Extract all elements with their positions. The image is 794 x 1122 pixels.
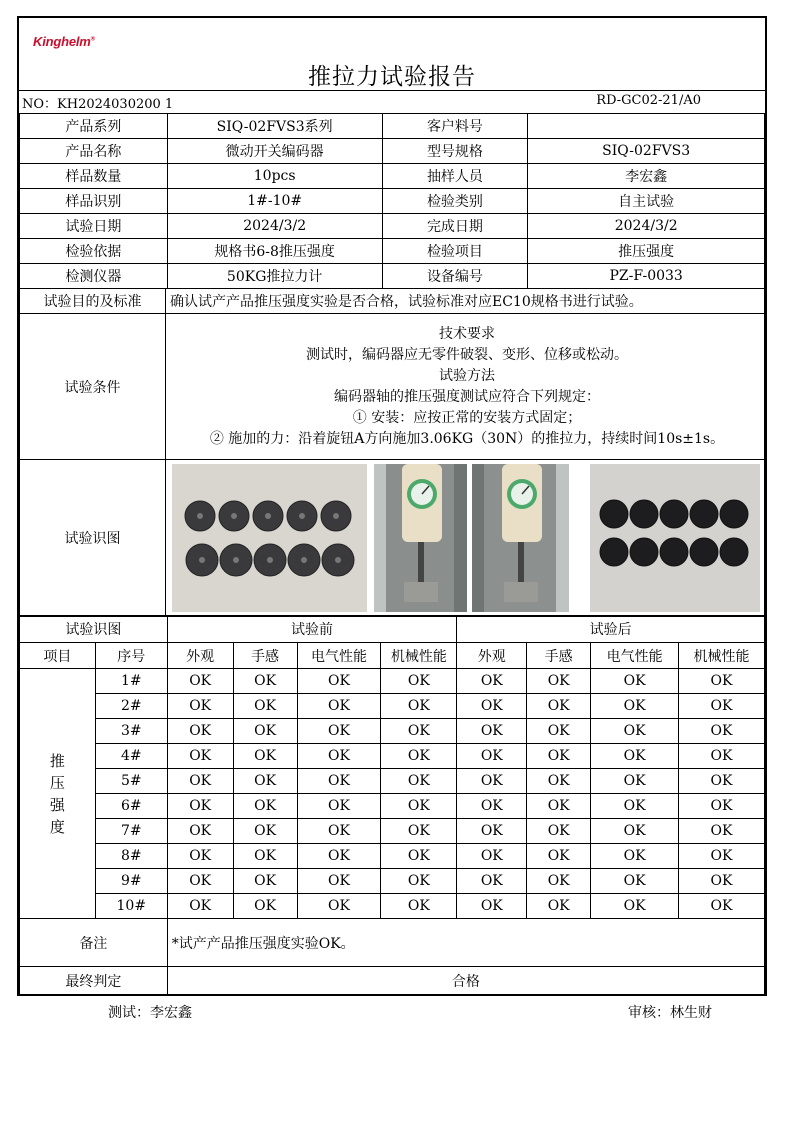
result-cell: OK <box>381 694 457 719</box>
result-cell: OK <box>297 844 381 869</box>
info-row <box>20 164 765 189</box>
info-row <box>20 189 765 214</box>
result-cell: OK <box>297 769 381 794</box>
result-cell: OK <box>679 894 765 919</box>
result-cell: OK <box>381 669 457 694</box>
verdict-label: 最终判定 <box>20 967 168 995</box>
gauge-photo-2 <box>472 464 569 612</box>
result-cell: OK <box>233 794 297 819</box>
info-value: 李宏鑫 <box>528 164 765 189</box>
result-cell: OK <box>457 869 527 894</box>
result-cell: OK <box>527 669 591 694</box>
info-value: 推压强度 <box>528 239 765 264</box>
result-cell: OK <box>233 719 297 744</box>
result-cell: OK <box>679 819 765 844</box>
result-cell: OK <box>297 719 381 744</box>
info-value: 50KG推拉力计 <box>167 264 382 289</box>
knobs-after-photo <box>590 464 760 612</box>
seq-cell: 1# <box>95 669 167 694</box>
result-cell: OK <box>167 694 233 719</box>
condition-line: 测试时，编码器应无零件破裂、变形、位移或松动。 <box>306 346 628 363</box>
info-label: 客户料号 <box>382 114 528 139</box>
result-cell: OK <box>527 869 591 894</box>
result-cell: OK <box>457 794 527 819</box>
condition-line: ② 施加的力：沿着旋钮A方向施加3.06KG（30N）的推拉力，持续时间10s±1s。 <box>209 430 725 447</box>
item-name-text: 推压强度 <box>49 751 65 836</box>
knobs-after-image <box>590 464 760 612</box>
company-logo: Kinghelm® <box>33 34 95 49</box>
result-cell: OK <box>457 744 527 769</box>
col-header: 机械性能 <box>679 643 765 669</box>
result-cell: OK <box>591 794 679 819</box>
gauge-photo-1 <box>374 464 467 612</box>
tester-signature: 测试：李宏鑫 <box>108 1005 192 1021</box>
divider <box>19 90 765 91</box>
result-cell: OK <box>457 894 527 919</box>
results-group-label: 试验识图 <box>20 616 168 643</box>
result-cell: OK <box>457 769 527 794</box>
result-cell: OK <box>457 669 527 694</box>
info-label: 检验依据 <box>20 239 168 264</box>
info-label: 样品识别 <box>20 189 168 214</box>
info-value: 2024/3/2 <box>167 214 382 239</box>
info-label: 型号规格 <box>382 139 528 164</box>
col-item: 项目 <box>20 643 96 669</box>
result-cell: OK <box>591 669 679 694</box>
col-header: 手感 <box>233 643 297 669</box>
info-table <box>19 113 765 289</box>
result-cell: OK <box>297 669 381 694</box>
result-cell: OK <box>679 769 765 794</box>
seq-cell: 2# <box>95 694 167 719</box>
info-row <box>20 114 765 139</box>
result-cell: OK <box>297 869 381 894</box>
info-value: 自主试验 <box>528 189 765 214</box>
result-cell: OK <box>233 769 297 794</box>
result-cell: OK <box>297 694 381 719</box>
col-header: 外观 <box>457 643 527 669</box>
info-label: 检测仪器 <box>20 264 168 289</box>
after-header: 试验后 <box>457 616 765 643</box>
item-name <box>20 669 96 919</box>
purpose-text: 确认试产产品推压强度实验是否合格，试验标准对应EC10规格书进行试验。 <box>166 289 765 314</box>
result-cell: OK <box>167 794 233 819</box>
report-title: 推拉力试验报告 <box>308 64 476 90</box>
result-cell: OK <box>591 694 679 719</box>
result-cell: OK <box>233 694 297 719</box>
table-row <box>20 794 765 819</box>
seq-cell: 5# <box>95 769 167 794</box>
info-label: 检验项目 <box>382 239 528 264</box>
result-cell: OK <box>591 819 679 844</box>
conditions-text <box>166 314 765 460</box>
result-cell: OK <box>591 894 679 919</box>
result-cell: OK <box>167 669 233 694</box>
result-cell: OK <box>591 869 679 894</box>
result-cell: OK <box>381 894 457 919</box>
info-value: 微动开关编码器 <box>167 139 382 164</box>
knobs-before-image <box>172 464 367 612</box>
result-cell: OK <box>381 844 457 869</box>
table-row <box>20 694 765 719</box>
info-label: 设备编号 <box>382 264 528 289</box>
result-cell: OK <box>679 844 765 869</box>
info-value <box>528 114 765 139</box>
col-header: 电气性能 <box>591 643 679 669</box>
result-cell: OK <box>167 769 233 794</box>
result-cell: OK <box>527 894 591 919</box>
remark-label: 备注 <box>20 919 168 967</box>
result-cell: OK <box>167 894 233 919</box>
result-cell: OK <box>233 894 297 919</box>
result-cell: OK <box>527 744 591 769</box>
info-row <box>20 214 765 239</box>
purpose-label: 试验目的及标准 <box>20 289 166 314</box>
result-cell: OK <box>381 819 457 844</box>
result-cell: OK <box>527 694 591 719</box>
before-header: 试验前 <box>167 616 457 643</box>
col-header: 机械性能 <box>381 643 457 669</box>
result-cell: OK <box>591 719 679 744</box>
result-cell: OK <box>591 744 679 769</box>
table-row <box>20 744 765 769</box>
table-row <box>20 769 765 794</box>
condition-line: ① 安装：应按正常的安装方式固定； <box>352 409 582 426</box>
result-cell: OK <box>591 769 679 794</box>
seq-cell: 10# <box>95 894 167 919</box>
result-cell: OK <box>679 669 765 694</box>
result-cell: OK <box>381 744 457 769</box>
result-cell: OK <box>679 794 765 819</box>
result-cell: OK <box>167 844 233 869</box>
info-value: PZ-F-0033 <box>528 264 765 289</box>
result-cell: OK <box>297 819 381 844</box>
seq-cell: 6# <box>95 794 167 819</box>
result-cell: OK <box>679 744 765 769</box>
verdict-text: 合格 <box>167 967 764 995</box>
info-value: 规格书6-8推压强度 <box>167 239 382 264</box>
result-cell: OK <box>167 744 233 769</box>
result-cell: OK <box>381 869 457 894</box>
report-number: NO：KH2024030200 1 <box>22 97 174 112</box>
result-cell: OK <box>233 744 297 769</box>
result-cell: OK <box>457 694 527 719</box>
result-cell: OK <box>527 819 591 844</box>
info-value: 1#-10# <box>167 189 382 214</box>
info-label: 产品系列 <box>20 114 168 139</box>
remark-text: *试产产品推压强度实验OK。 <box>167 919 764 967</box>
result-cell: OK <box>527 769 591 794</box>
result-cell: OK <box>233 844 297 869</box>
condition-line: 技术要求 <box>439 325 495 342</box>
table-row <box>20 819 765 844</box>
result-cell: OK <box>527 719 591 744</box>
info-row <box>20 239 765 264</box>
info-label: 检验类别 <box>382 189 528 214</box>
result-cell: OK <box>591 844 679 869</box>
result-cell: OK <box>233 669 297 694</box>
report-frame <box>17 16 767 996</box>
result-cell: OK <box>297 894 381 919</box>
photos-label: 试验识图 <box>20 460 166 617</box>
result-cell: OK <box>457 719 527 744</box>
seq-cell: 3# <box>95 719 167 744</box>
result-cell: OK <box>527 844 591 869</box>
seq-cell: 8# <box>95 844 167 869</box>
table-row <box>20 894 765 919</box>
col-header: 电气性能 <box>297 643 381 669</box>
form-number: RD-GC02-21/A0 <box>596 93 701 108</box>
info-label: 完成日期 <box>382 214 528 239</box>
result-cell: OK <box>527 794 591 819</box>
push-pull-gauge-image <box>374 464 467 612</box>
condition-line: 编码器轴的推压强度测试应符合下列规定： <box>334 388 600 405</box>
col-header: 手感 <box>527 643 591 669</box>
info-label: 产品名称 <box>20 139 168 164</box>
reviewer-signature: 审核：林生财 <box>628 1005 712 1021</box>
result-cell: OK <box>679 869 765 894</box>
result-cell: OK <box>233 869 297 894</box>
condition-line: 试验方法 <box>439 367 495 384</box>
table-row <box>20 844 765 869</box>
info-value: SIQ-02FVS3系列 <box>167 114 382 139</box>
table-row <box>20 869 765 894</box>
result-cell: OK <box>167 819 233 844</box>
seq-cell: 9# <box>95 869 167 894</box>
info-value: SIQ-02FVS3 <box>528 139 765 164</box>
info-value: 2024/3/2 <box>528 214 765 239</box>
conditions-table <box>19 288 765 617</box>
info-value: 10pcs <box>167 164 382 189</box>
table-row <box>20 669 765 694</box>
result-cell: OK <box>457 844 527 869</box>
result-cell: OK <box>679 719 765 744</box>
knobs-before-photo <box>172 464 367 612</box>
info-label: 试验日期 <box>20 214 168 239</box>
conditions-label: 试验条件 <box>20 314 166 460</box>
info-row <box>20 139 765 164</box>
result-cell: OK <box>381 769 457 794</box>
results-table <box>19 615 765 995</box>
result-cell: OK <box>381 719 457 744</box>
seq-cell: 4# <box>95 744 167 769</box>
result-cell: OK <box>233 819 297 844</box>
info-label: 抽样人员 <box>382 164 528 189</box>
result-cell: OK <box>679 694 765 719</box>
result-cell: OK <box>167 719 233 744</box>
seq-cell: 7# <box>95 819 167 844</box>
photos-area <box>166 460 765 617</box>
result-cell: OK <box>167 869 233 894</box>
col-seq: 序号 <box>95 643 167 669</box>
col-header: 外观 <box>167 643 233 669</box>
push-pull-gauge-image <box>472 464 569 612</box>
result-cell: OK <box>297 744 381 769</box>
table-row <box>20 719 765 744</box>
info-label: 样品数量 <box>20 164 168 189</box>
result-cell: OK <box>381 794 457 819</box>
result-cell: OK <box>297 794 381 819</box>
info-row <box>20 264 765 289</box>
result-cell: OK <box>457 819 527 844</box>
